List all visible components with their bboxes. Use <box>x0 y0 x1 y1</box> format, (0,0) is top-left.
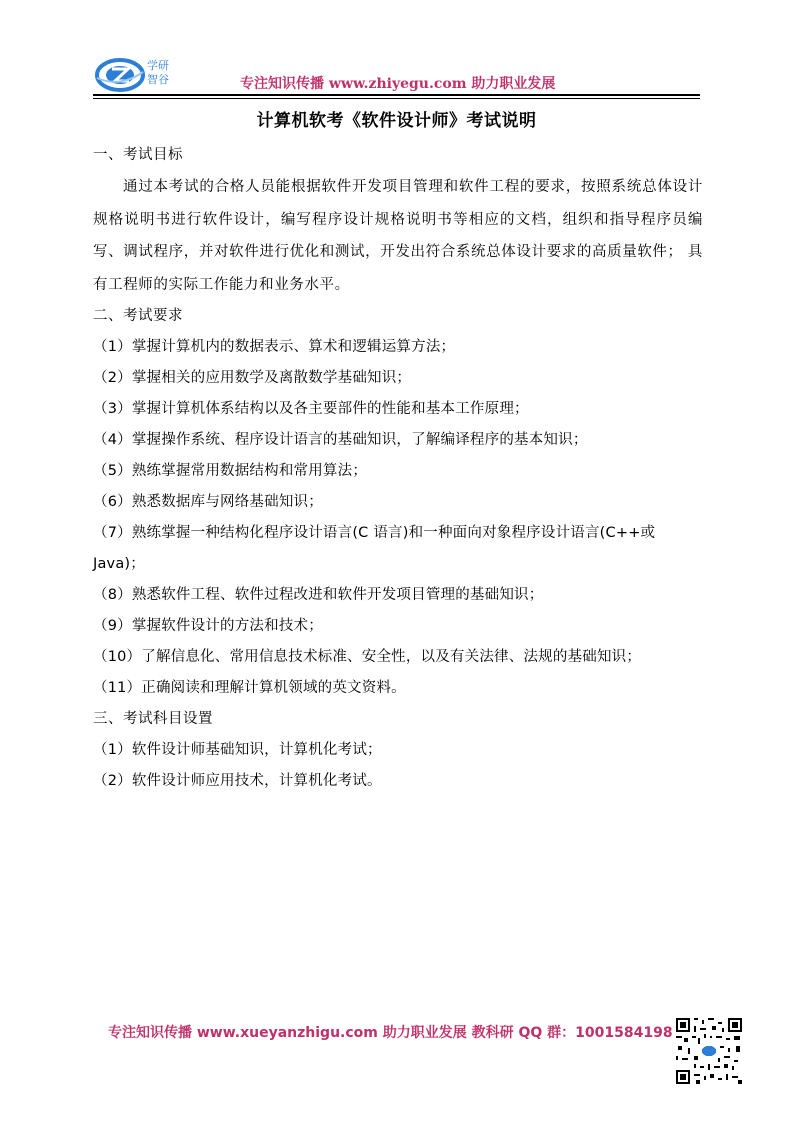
footer-text: 专注知识传播 www.xueyanzhigu.com 助力职业发展 教科研 QQ 群：1001584198 <box>108 1025 673 1041</box>
list-item: （2）掌握相关的应用数学及离散数学基础知识； <box>93 370 412 386</box>
header-divider-thin <box>93 98 700 99</box>
list-item: （9）掌握软件设计的方法和技术； <box>93 618 323 634</box>
list-item: （2）软件设计师应用技术，计算机化考试。 <box>93 773 382 789</box>
logo <box>93 55 183 95</box>
document-body <box>93 140 703 797</box>
logo-icon <box>95 58 145 92</box>
page-header <box>93 55 700 100</box>
section-paragraph: 通过本考试的合格人员能根据软件开发项目管理和软件工程的要求，按照系统总体设计规格说明书进行软件设计，编写程序设计规格说明书等相应的文档，组织和指导程序员编写、调试程序，并对软件进行优化和测试，开发出符合系统总体设计要求的高质量软件； 具有工程师的实际工作能力和业务水平。 <box>93 179 703 293</box>
list-item: （11）正确阅读和理解计算机领域的英文资料。 <box>93 680 406 696</box>
logo-text-line1: 学研 <box>147 59 169 72</box>
section-heading: 三、考试科目设置 <box>93 711 213 727</box>
section-heading: 二、考试要求 <box>93 308 183 324</box>
list-item: （7）熟练掌握一种结构化程序设计语言(C 语言)和一种面向对象程序设计语言(C++或Java)； <box>93 525 656 572</box>
list-item: （3）掌握计算机体系结构以及各主要部件的性能和基本工作原理； <box>93 401 529 417</box>
page-title: 计算机软考《软件设计师》考试说明 <box>256 111 537 131</box>
list-item: （8）熟悉软件工程、软件过程改进和软件开发项目管理的基础知识； <box>93 587 544 603</box>
list-item: （4）掌握操作系统、程序设计语言的基础知识，了解编译程序的基本知识； <box>93 432 588 448</box>
list-item: （1）软件设计师基础知识，计算机化考试； <box>93 742 382 758</box>
logo-text-line2: 智谷 <box>147 73 169 86</box>
list-item: （1）掌握计算机内的数据表示、算术和逻辑运算方法； <box>93 339 456 355</box>
list-item: （5）熟练掌握常用数据结构和常用算法； <box>93 463 368 479</box>
list-item: （6）熟悉数据库与网络基础知识； <box>93 494 323 510</box>
header-divider <box>93 94 700 96</box>
header-slogan: 专注知识传播 www.zhiyegu.com 助力职业发展 <box>240 76 556 92</box>
qr-code-icon <box>676 1018 742 1084</box>
section-heading: 一、考试目标 <box>93 147 183 163</box>
list-item: （10）了解信息化、常用信息技术标准、安全性，以及有关法律、法规的基础知识； <box>93 649 642 665</box>
logo-text <box>147 59 169 87</box>
